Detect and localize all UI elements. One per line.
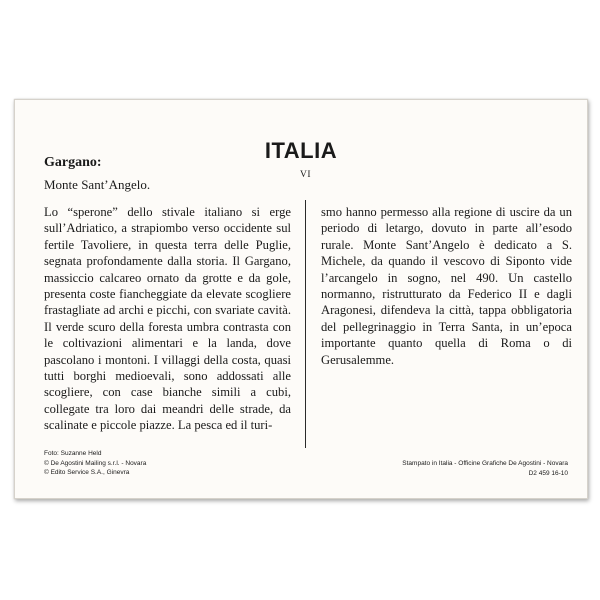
region-heading: Gargano: bbox=[44, 155, 102, 170]
credits bbox=[44, 449, 146, 478]
text-column-left: Lo “sperone” dello stivale italiano si erge sull’Adriatico, a strapiombo verso occidente sul fertile Tavoliere, in questa terra delle Puglie, segnata profondamente dalla storia. Il Gargano, massiccio calcareo ornato da grotte e da gole, presenta coste fiancheggiate da elevate scogliere frastagliate ad archi e picchi, con svariate cavità. Il verde scuro della foresta umbra contrasta con le coltivazioni alimentari e la landa, dove pascolano i montoni. I villaggi della costa, quasi tutti borghi medioevali, sono addossati alle scogliere, con case bianche simili a cubi, collegate tra loro dai meandri delle strade, da scalinate e piccole piazze. La pesca ed il turi- bbox=[44, 205, 291, 433]
card bbox=[14, 99, 588, 499]
column-divider bbox=[305, 200, 306, 448]
card-title: ITALIA bbox=[264, 138, 338, 163]
text-column-right: smo hanno permesso alla regione di uscire da un periodo di letargo, dovuto in parte all’esodo rurale. Monte Sant’Angelo è dedicato a S. Michele, da quando il vescovo di Siponto vide l’arcangelo in sogno, nel 490. Un castello normanno, ristrutturato da Federico II e dagli Aragonesi, difendeva la città, tappa obbligatoria del pellegrinaggio in Terra Santa, in un’epoca importante quanto quella di Roma o di Gerusalemme. bbox=[321, 205, 572, 367]
credit-copyright-1: © De Agostini Mailing s.r.l. - Novara bbox=[44, 459, 147, 467]
printer-info bbox=[402, 459, 568, 478]
credit-copyright-2: © Edito Service S.A., Ginevra bbox=[44, 469, 130, 477]
card-number: VI bbox=[300, 170, 312, 180]
catalog-code: D2 459 16-10 bbox=[528, 469, 568, 477]
credit-photo: Foto: Suzanne Held bbox=[44, 450, 102, 457]
printer-line: Stampato in Italia - Officine Grafiche De Agostini - Novara bbox=[402, 460, 568, 467]
place-subheading: Monte Sant’Angelo. bbox=[44, 177, 151, 192]
